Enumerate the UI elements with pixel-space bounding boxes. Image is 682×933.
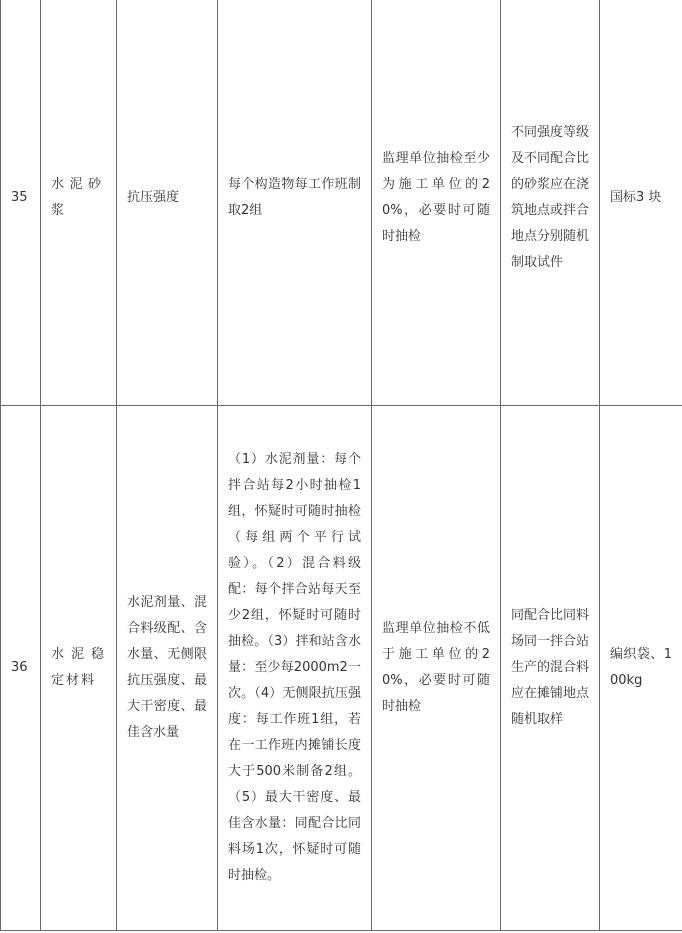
table-row bbox=[1, 0, 682, 406]
row-number: 36 bbox=[1, 406, 41, 931]
table-row bbox=[1, 406, 682, 931]
test-item-cell: 抗压强度 bbox=[117, 0, 218, 406]
material-cell: 水泥稳定材料 bbox=[41, 406, 117, 931]
material-cell: 水泥砂浆 bbox=[41, 0, 117, 406]
frequency-cell: 每个构造物每工作班制取2组 bbox=[218, 0, 372, 406]
sample-size-cell: 国标3 块 bbox=[600, 0, 682, 406]
row-number: 35 bbox=[1, 0, 41, 406]
sample-size-cell: 编织袋、100kg bbox=[600, 406, 682, 931]
supervision-cell: 监理单位抽检不低于施工单位的20%，必要时可随时抽检 bbox=[372, 406, 501, 931]
test-item-cell: 水泥剂量、混合料级配、含水量、无侧限抗压强度、最大干密度、最佳含水量 bbox=[117, 406, 218, 931]
sampling-method-cell: 同配合比同料场同一拌合站生产的混合料应在摊铺地点随机取样 bbox=[501, 406, 600, 931]
supervision-cell: 监理单位抽检至少为施工单位的20%，必要时可随时抽检 bbox=[372, 0, 501, 406]
sampling-method-cell: 不同强度等级及不同配合比的砂浆应在浇筑地点或拌合地点分别随机制取试件 bbox=[501, 0, 600, 406]
frequency-cell: （1）水泥剂量：每个拌合站每2小时抽检1组，怀疑时可随时抽检（每组两个平行试验）。（2）混合料级配：每个拌合站每天至少2组，怀疑时可随时抽检。（3）拌和站含水量：至少每2000m2一次。（4）无侧限抗压强度：每工作班1组，若在一工作班内摊铺长度大于500米制备2组。（5）最大干密度、最佳含水量：同配合比同料场1次，怀疑时可随时抽检。 bbox=[218, 406, 372, 931]
